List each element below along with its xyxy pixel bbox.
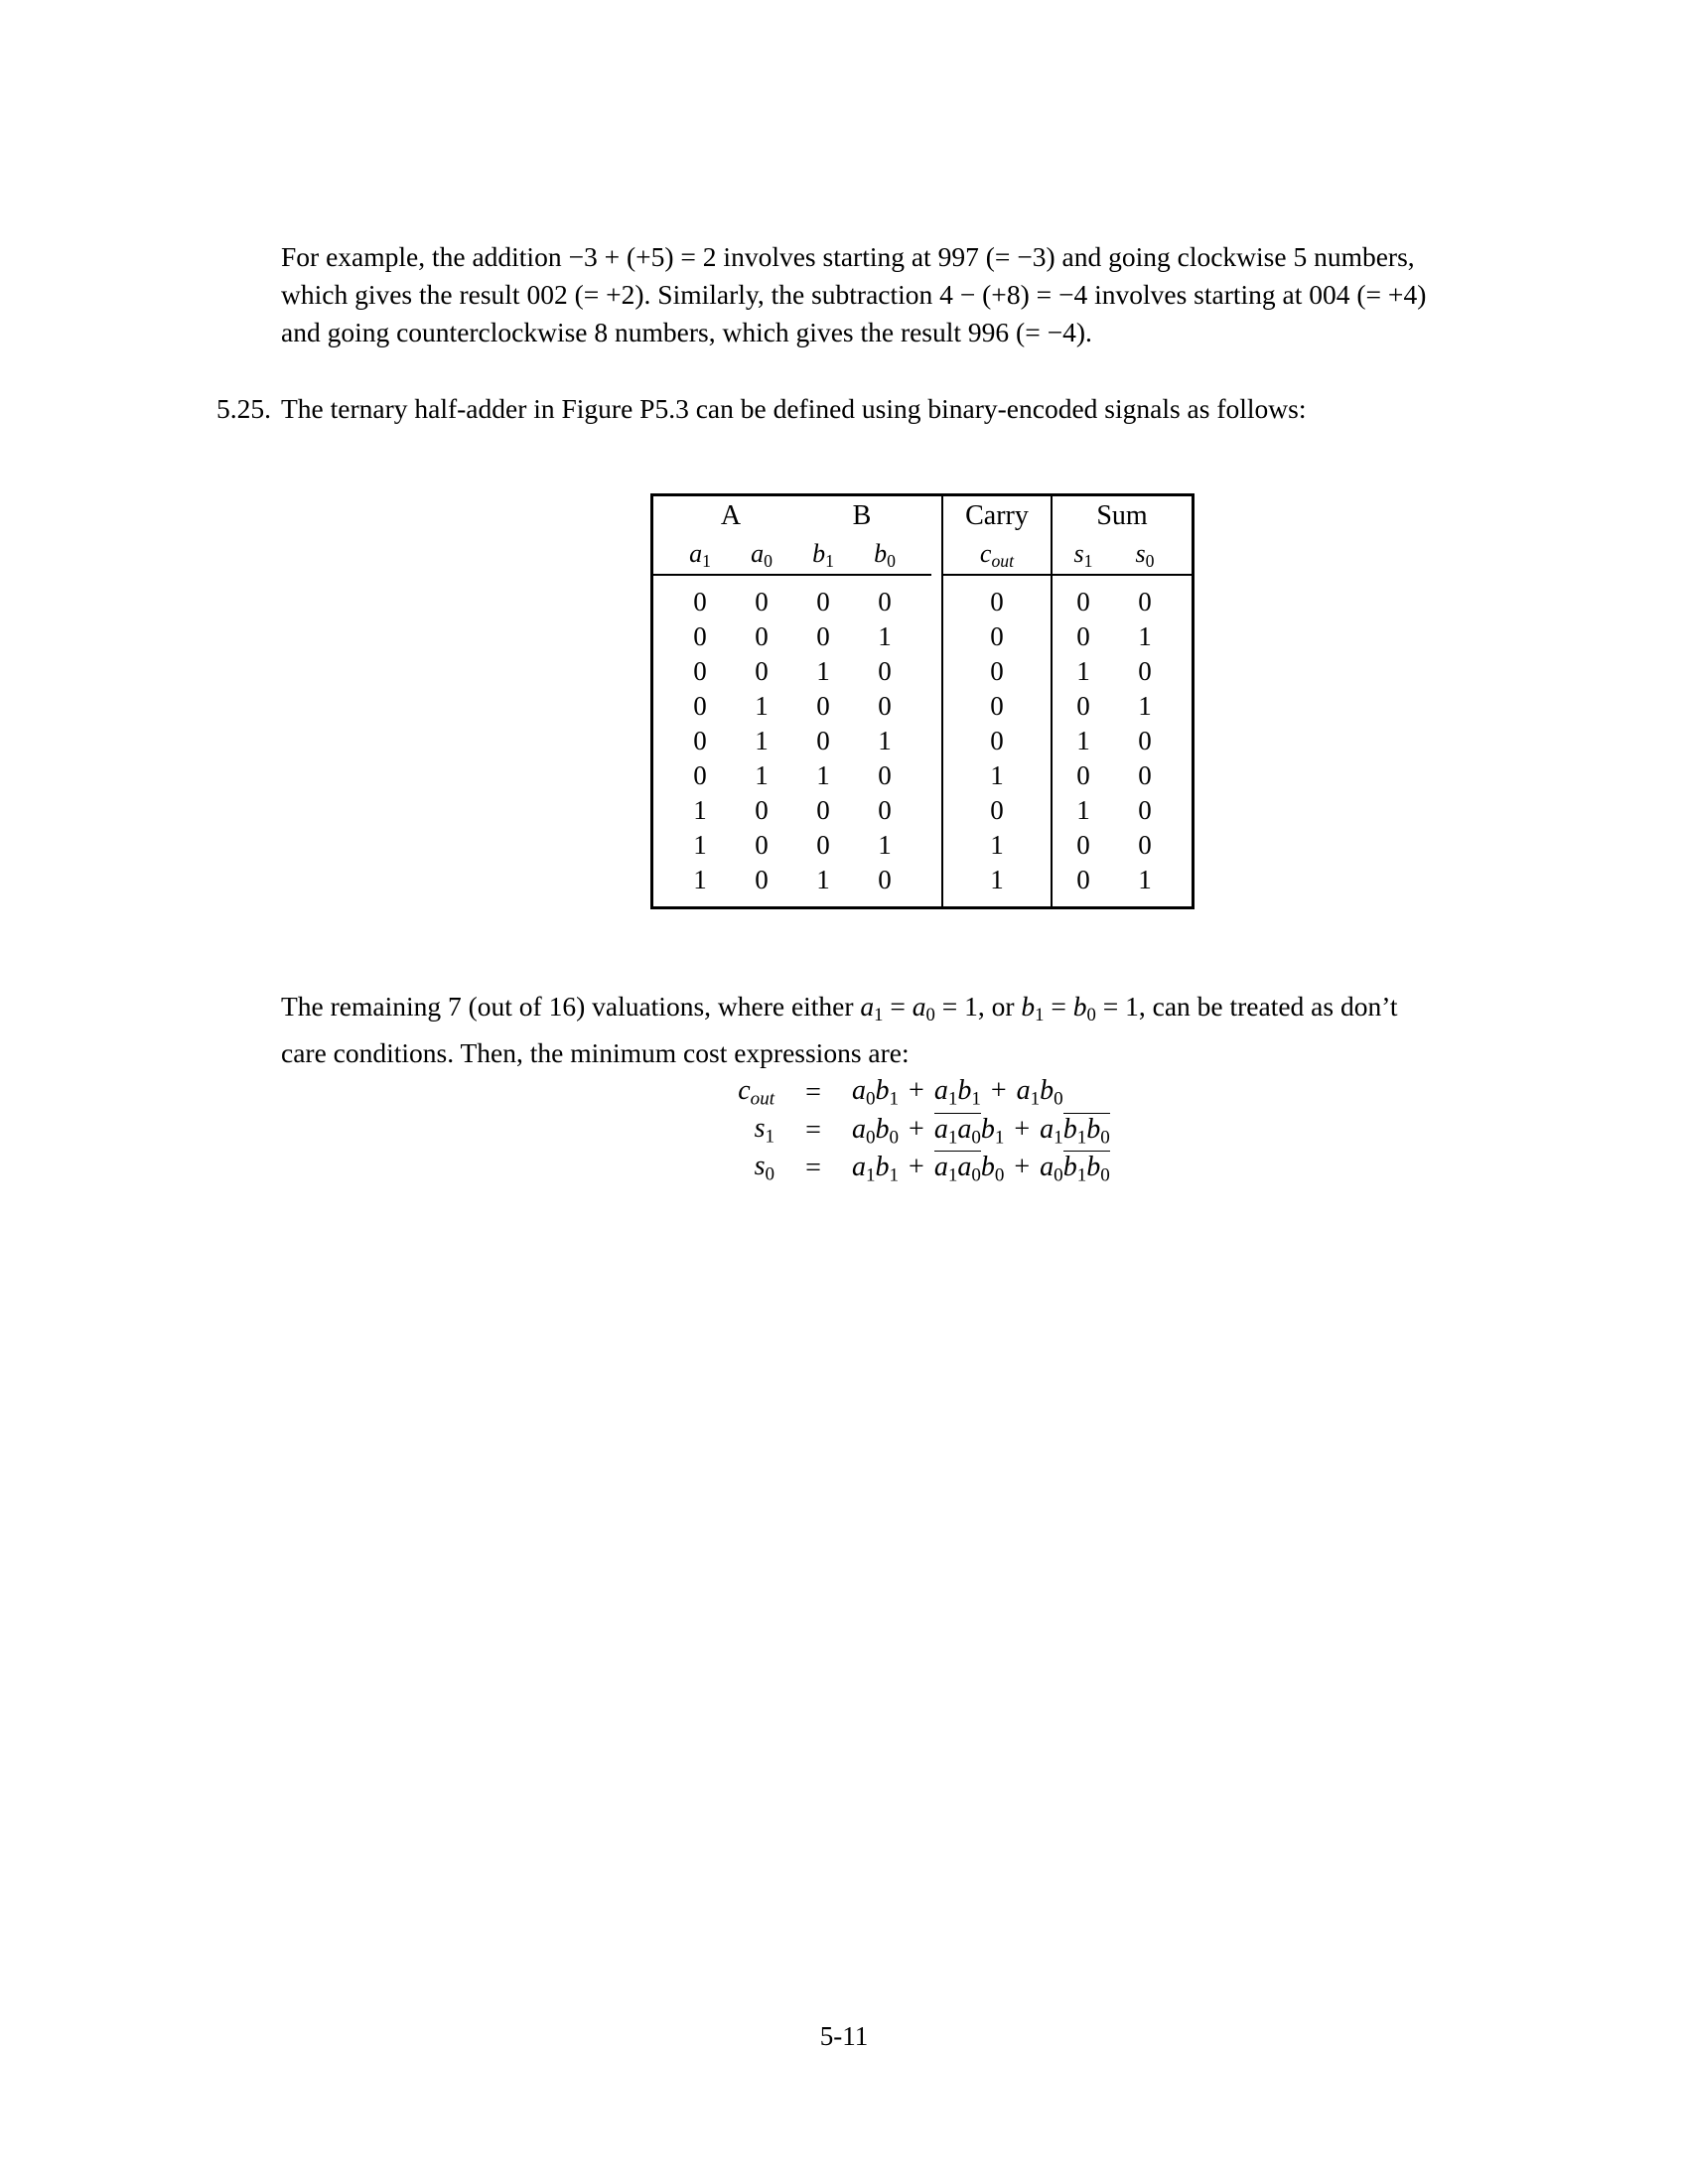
problem-number: 5.25. [216,393,271,424]
literal-a0: $a_0$ [852,1113,876,1149]
cell-a0: 0 [755,830,769,860]
cell-a1: 0 [693,691,707,721]
header-var-a1: $a_1$ [689,538,711,571]
row-divider [931,689,942,724]
cell-b0: 0 [878,795,892,825]
cell-a0: 0 [755,795,769,825]
intro-paragraph-line-1: For example, the addition −3 + (+5) = 2 involves starting at 997 (= −3) and going clockwise 5 numbers, [281,241,1415,272]
plus-operator: + [1007,1113,1038,1145]
table-row [652,863,1194,908]
cell-cout: 0 [942,793,1052,828]
cell-s0: 0 [1138,760,1152,790]
row-divider [931,863,942,908]
math-b1: $b_1$ [1021,991,1045,1026]
header-group-a: A [720,500,742,531]
row-divider [931,724,942,758]
literal-a0-complement: $a_0$ [957,1151,981,1186]
cell-b0: 0 [878,656,892,686]
header-var-cout: $c_{out}$ [942,536,1052,574]
literal-b0-complement: $b_0$ [1086,1113,1110,1149]
cell-a0: 1 [755,726,769,755]
cell-cout: 0 [942,689,1052,724]
cell-a1: 1 [693,795,707,825]
header-group-b: B [852,500,872,531]
cell-s1: 1 [1052,724,1114,758]
header-var-b1: $b_1$ [812,538,834,571]
cell-b0: 0 [878,760,892,790]
cell-s0: 1 [1138,621,1152,651]
cell-s0: 0 [1138,656,1152,686]
literal-a0-complement: $a_0$ [957,1113,981,1149]
cell-a0: 0 [755,621,769,651]
intro-paragraph-line-2: which gives the result 002 (= +2). Similarly, the subtraction 4 − (+8) = −4 involves starting at 004 (= +4) [281,279,1427,310]
table-row [652,758,1194,793]
cell-b1: 0 [816,830,830,860]
literal-a1: $a_1$ [852,1151,876,1186]
literal-a1: $a_1$ [1016,1075,1041,1110]
table-variable-header-row [652,536,1194,574]
literal-a1: $a_1$ [1040,1113,1063,1149]
remaining-paragraph-line-2: care conditions. Then, the minimum cost expressions are: [281,1037,910,1069]
cell-b0: 0 [878,865,892,894]
cell-b0: 1 [878,621,892,651]
cell-a1: 1 [693,865,707,894]
equation-lhs-s1: $s_1$ [754,1113,774,1148]
plus-operator: + [983,1075,1014,1107]
cell-a0: 0 [755,656,769,686]
cell-cout: 0 [942,619,1052,654]
row-divider [931,575,942,619]
row-divider [931,758,942,793]
cell-s0: 1 [1138,691,1152,721]
remaining-paragraph-line-1 [281,988,1453,1034]
eq-sign-2: = 1, or [934,991,1022,1022]
row-divider [931,793,942,828]
cell-s0: 0 [1138,726,1152,755]
cell-b0: 0 [878,587,892,616]
cell-cout: 1 [942,863,1052,908]
cell-s0: 0 [1138,830,1152,860]
truth-table [650,493,1195,909]
cell-b1: 0 [816,587,830,616]
literal-b1-complement: $b_1$ [1062,1151,1087,1186]
cell-a1: 0 [693,726,707,755]
plus-operator: + [1007,1151,1038,1182]
eq-sign-1: = [883,991,913,1022]
problem-statement: The ternary half-adder in Figure P5.3 can be defined using binary-encoded signals as follows: [281,393,1307,424]
cell-a0: 1 [755,691,769,721]
header-var-b0: $b_0$ [874,538,896,571]
cell-s1: 0 [1052,828,1114,863]
header-var-s1: $s_1$ [1052,536,1114,574]
table-row [652,793,1194,828]
literal-a1-complement: $a_1$ [933,1151,958,1186]
header-var-s0: $s_0$ [1135,538,1155,571]
row-divider [931,828,942,863]
header-var-a0: $a_0$ [751,538,773,571]
equation-equals-s0: = [805,1153,821,1183]
table-row [652,654,1194,689]
table-row [652,724,1194,758]
cell-a0: 0 [755,587,769,616]
cell-s1: 1 [1052,793,1114,828]
cell-cout: 0 [942,724,1052,758]
cell-a1: 0 [693,621,707,651]
equation-lhs-s0: $s_0$ [754,1151,774,1185]
header-group-sum: Sum [1052,495,1194,537]
page-number: 5-11 [819,2021,869,2051]
cell-s1: 0 [1052,863,1114,908]
cell-a1: 1 [693,830,707,860]
literal-b0: $b_0$ [980,1151,1005,1186]
cell-s0: 1 [1138,865,1152,894]
remaining-text-part-2: = 1, can be treated as don’t [1095,991,1398,1022]
cell-b1: 0 [816,795,830,825]
cell-cout: 0 [942,575,1052,619]
cell-s1: 1 [1052,654,1114,689]
cell-s1: 0 [1052,689,1114,724]
cell-a1: 0 [693,656,707,686]
literal-a0: $a_0$ [1040,1151,1063,1186]
cell-cout: 0 [942,654,1052,689]
equation-equals-s1: = [805,1115,821,1146]
cell-a1: 0 [693,760,707,790]
row-divider [931,619,942,654]
eq-sign-3: = [1044,991,1073,1022]
equation-row-s1 [655,1112,1110,1150]
equation-rhs-s1 [852,1112,1110,1150]
equation-rhs-s0 [852,1150,1110,1187]
cell-b1: 0 [816,726,830,755]
literal-b1: $b_1$ [980,1113,1005,1149]
row-divider [931,654,942,689]
cell-b0: 0 [878,691,892,721]
cell-s1: 0 [1052,575,1114,619]
equation-row-cout [655,1074,1110,1112]
table-divider-gap-2 [931,536,942,574]
intro-paragraph [281,238,1445,351]
cell-s1: 0 [1052,619,1114,654]
table-row [652,619,1194,654]
cell-b1: 1 [816,760,830,790]
problem-block [216,390,1448,428]
remaining-text-part-1: The remaining 7 (out of 16) valuations, where either [281,991,861,1022]
cell-b0: 1 [878,726,892,755]
table-row [652,689,1194,724]
math-b0: $b_0$ [1072,991,1096,1026]
literal-b1-complement: $b_1$ [1062,1113,1087,1149]
intro-paragraph-line-3: and going counterclockwise 8 numbers, which gives the result 996 (= −4). [281,317,1092,347]
cell-a0: 1 [755,760,769,790]
table-group-header-row [652,495,1194,537]
cell-s0: 0 [1138,795,1152,825]
equation-equals-cout: = [805,1077,821,1108]
cell-s0: 0 [1138,587,1152,616]
cell-b1: 0 [816,621,830,651]
table-divider-gap [931,495,942,537]
literal-a1: $a_1$ [933,1075,958,1110]
equation-rhs-cout [852,1074,1110,1112]
equations-table [655,1074,1110,1187]
header-group-carry: Carry [942,495,1052,537]
literal-b1: $b_1$ [875,1075,900,1110]
plus-operator: + [902,1113,931,1145]
literal-b1: $b_1$ [875,1151,900,1186]
cell-cout: 1 [942,758,1052,793]
math-a1: $a_1$ [860,991,884,1026]
literal-a0: $a_0$ [852,1075,876,1110]
plus-operator: + [902,1151,931,1182]
plus-operator: + [902,1075,931,1107]
equations-block [655,1074,1110,1187]
literal-b0: $b_0$ [875,1113,900,1149]
cell-b0: 1 [878,830,892,860]
literal-b0: $b_0$ [1040,1075,1063,1110]
cell-a1: 0 [693,587,707,616]
table-row [652,575,1194,619]
table-row [652,828,1194,863]
cell-b1: 0 [816,691,830,721]
cell-b1: 1 [816,865,830,894]
literal-b0-complement: $b_0$ [1086,1151,1110,1186]
cell-s1: 0 [1052,758,1114,793]
equation-row-s0 [655,1150,1110,1187]
remaining-paragraph [281,988,1453,1072]
literal-a1-complement: $a_1$ [933,1113,958,1149]
equation-lhs-cout: $c_{out}$ [738,1075,774,1110]
cell-a0: 0 [755,865,769,894]
cell-b1: 1 [816,656,830,686]
truth-table-container [650,493,1195,909]
cell-cout: 1 [942,828,1052,863]
literal-b1: $b_1$ [957,1075,981,1110]
math-a0: $a_0$ [912,991,935,1026]
